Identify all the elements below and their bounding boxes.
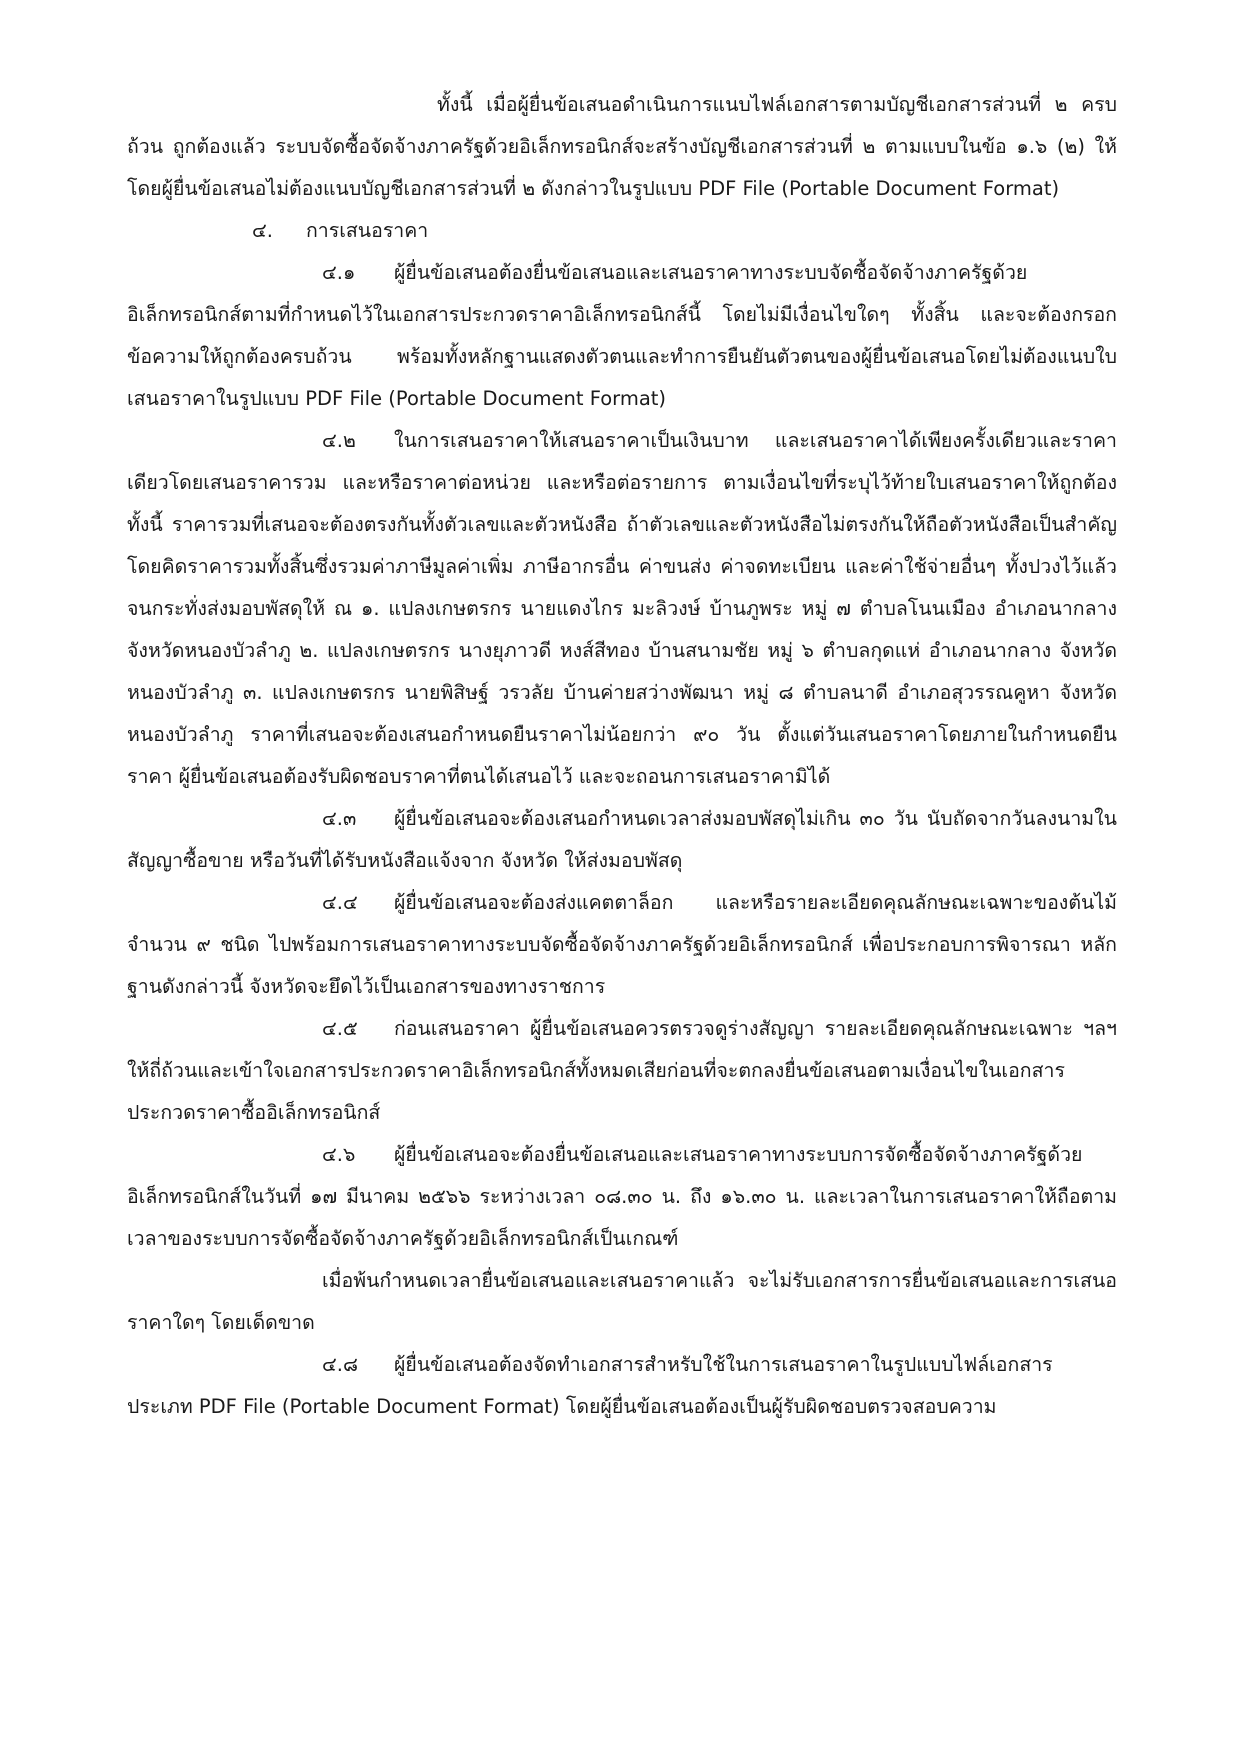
clause-4-8-number: ๔.๘	[322, 1353, 359, 1376]
clause-4-1-text: ผู้ยื่นข้อเสนอต้องยื่นข้อเสนอและเสนอราคาทางระบบจัดซื้อจัดจ้างภาครัฐด้วยอิเล็กทรอนิกส์ตามที่กำหนดไว้ในเอกสารประกวดราคาอิเล็กทรอนิกส์นี้ โดยไม่มีเงื่อนไขใดๆ ทั้งสิ้น และจะต้องกรอกข้อความให้ถูกต้องครบถ้วน พร้อมทั้งหลักฐานแสดงตัวตนและทำการยืนยันตัวตนของผู้ยื่นข้อเสนอโดยไม่ต้องแนบใบเสนอราคาในรูปแบบ PDF File (Portable Document Format)	[127, 261, 1117, 410]
clause-4-1	[127, 252, 1117, 420]
clause-4-5-number: ๔.๕	[322, 1017, 358, 1040]
clause-4-8-text: ผู้ยื่นข้อเสนอต้องจัดทำเอกสารสำหรับใช้ในการเสนอราคาในรูปแบบไฟล์เอกสารประเภท PDF File (Portable Document Format) โดยผู้ยื่นข้อเสนอต้องเป็นผู้รับผิดชอบตรวจสอบความ	[127, 1353, 1053, 1418]
clause-4-6-number: ๔.๖	[322, 1143, 356, 1166]
clause-4-4-text: ผู้ยื่นข้อเสนอจะต้องส่งแคตตาล็อก และหรือรายละเอียดคุณลักษณะเฉพาะของต้นไม้ จำนวน ๙ ชนิด ไปพร้อมการเสนอราคาทางระบบจัดซื้อจัดจ้างภาครัฐด้วยอิเล็กทรอนิกส์ เพื่อประกอบการพิจารณา หลักฐานดังกล่าวนี้ จังหวัดจะยึดไว้เป็นเอกสารของทางราชการ	[127, 891, 1117, 998]
clause-4-5-text: ก่อนเสนอราคา ผู้ยื่นข้อเสนอควรตรวจดูร่างสัญญา รายละเอียดคุณลักษณะเฉพาะ ฯลฯ ให้ถี่ถ้วนและเข้าใจเอกสารประกวดราคาอิเล็กทรอนิกส์ทั้งหมดเสียก่อนที่จะตกลงยื่นข้อเสนอตามเงื่อนไขในเอกสารประกวดราคาซื้ออิเล็กทรอนิกส์	[127, 1017, 1117, 1124]
clause-4-6	[127, 1134, 1117, 1260]
clause-4-3-number: ๔.๓	[322, 807, 357, 830]
clause-4-4-number: ๔.๔	[322, 891, 358, 914]
clause-4-3-text: ผู้ยื่นข้อเสนอจะต้องเสนอกำหนดเวลาส่งมอบพัสดุไม่เกิน ๓๐ วัน นับถัดจากวันลงนามในสัญญาซื้อขาย หรือวันที่ได้รับหนังสือแจ้งจาก จังหวัด ให้ส่งมอบพัสดุ	[127, 807, 1117, 872]
section-4-number: ๔.	[252, 219, 273, 242]
clause-4-2-number: ๔.๒	[322, 429, 356, 452]
clause-4-4	[127, 882, 1117, 1008]
section-4-heading	[127, 210, 1117, 252]
clause-4-8	[127, 1344, 1117, 1428]
clause-4-3	[127, 798, 1117, 882]
paragraph-intro: ทั้งนี้ เมื่อผู้ยื่นข้อเสนอดำเนินการแนบไฟล์เอกสารตามบัญชีเอกสารส่วนที่ ๒ ครบถ้วน ถูกต้องแล้ว ระบบจัดซื้อจัดจ้างภาครัฐด้วยอิเล็กทรอนิกส์จะสร้างบัญชีเอกสารส่วนที่ ๒ ตามแบบในข้อ ๑.๖ (๒) ให้โดยผู้ยื่นข้อเสนอไม่ต้องแนบบัญชีเอกสารส่วนที่ ๒ ดังกล่าวในรูปแบบ PDF File (Portable Document Format)	[127, 93, 1117, 200]
clause-4-6-text: ผู้ยื่นข้อเสนอจะต้องยื่นข้อเสนอและเสนอราคาทางระบบการจัดซื้อจัดจ้างภาครัฐด้วยอิเล็กทรอนิกส์ในวันที่ ๑๗ มีนาคม ๒๕๖๖ ระหว่างเวลา ๐๘.๓๐ น. ถึง ๑๖.๓๐ น. และเวลาในการเสนอราคาให้ถือตามเวลาของระบบการจัดซื้อจัดจ้างภาครัฐด้วยอิเล็กทรอนิกส์เป็นเกณฑ์	[127, 1143, 1117, 1250]
clause-4-5	[127, 1008, 1117, 1134]
clause-4-6-note: เมื่อพ้นกำหนดเวลายื่นข้อเสนอและเสนอราคาแล้ว จะไม่รับเอกสารการยื่นข้อเสนอและการเสนอราคาใดๆ โดยเด็ดขาด	[127, 1269, 1117, 1334]
section-4-title: การเสนอราคา	[306, 219, 429, 242]
clause-4-1-number: ๔.๑	[322, 261, 356, 284]
clause-4-2	[127, 420, 1117, 798]
document-page	[127, 84, 1117, 1704]
clause-4-2-text: ในการเสนอราคาให้เสนอราคาเป็นเงินบาท และเสนอราคาได้เพียงครั้งเดียวและราคาเดียวโดยเสนอราคารวม และหรือราคาต่อหน่วย และหรือต่อรายการ ตามเงื่อนไขที่ระบุไว้ท้ายใบเสนอราคาให้ถูกต้อง ทั้งนี้ ราคารวมที่เสนอจะต้องตรงกันทั้งตัวเลขและตัวหนังสือ ถ้าตัวเลขและตัวหนังสือไม่ตรงกันให้ถือตัวหนังสือเป็นสำคัญ โดยคิดราคารวมทั้งสิ้นซึ่งรวมค่าภาษีมูลค่าเพิ่ม ภาษีอากรอื่น ค่าขนส่ง ค่าจดทะเบียน และค่าใช้จ่ายอื่นๆ ทั้งปวงไว้แล้ว จนกระทั่งส่งมอบพัสดุให้ ณ ๑. แปลงเกษตรกร นายแดงไกร มะลิวงษ์ บ้านภูพระ หมู่ ๗ ตำบลโนนเมือง อำเภอนากลาง จังหวัดหนองบัวลำภู ๒. แปลงเกษตรกร นางยุภาวดี หงส์สีทอง บ้านสนามชัย หมู่ ๖ ตำบลกุดแห่ อำเภอนากลาง จังหวัดหนองบัวลำภู ๓. แปลงเกษตรกร นายพิสิษฐ์ วรวลัย บ้านค่ายสว่างพัฒนา หมู่ ๘ ตำบลนาดี อำเภอสุวรรณคูหา จังหวัดหนองบัวลำภู ราคาที่เสนอจะต้องเสนอกำหนดยืนราคาไม่น้อยกว่า ๙๐ วัน ตั้งแต่วันเสนอราคาโดยภายในกำหนดยืนราคา ผู้ยื่นข้อเสนอต้องรับผิดชอบราคาที่ตนได้เสนอไว้ และจะถอนการเสนอราคามิได้	[127, 429, 1117, 788]
